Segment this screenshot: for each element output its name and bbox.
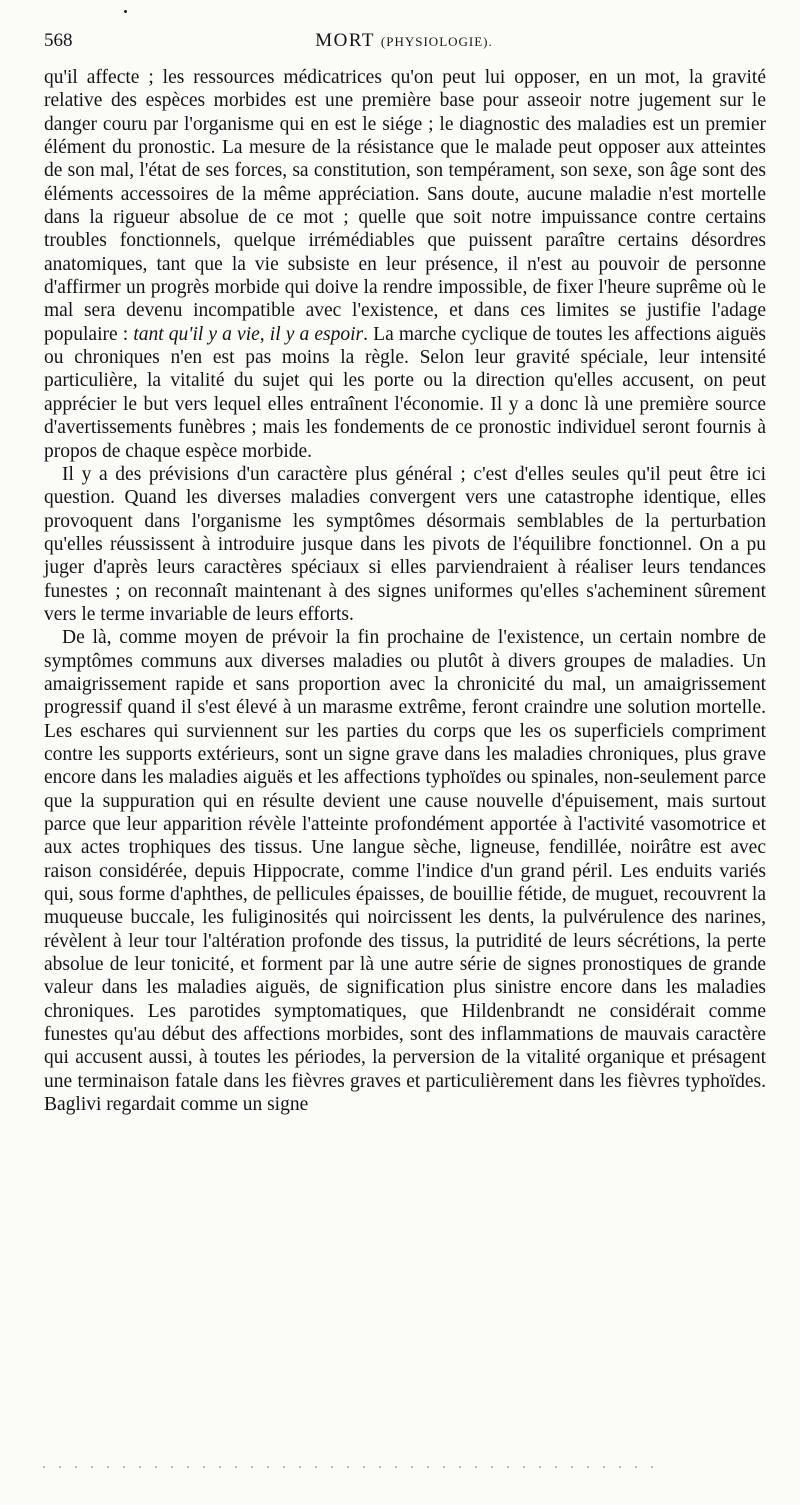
running-title-main: MORT	[315, 30, 375, 51]
running-title	[44, 30, 764, 52]
paragraph-1	[44, 66, 766, 463]
paragraph-1-italic-quote: tant qu'il y a vie, il y a espoir	[133, 323, 364, 345]
page-header	[44, 30, 764, 60]
paragraph-3: De là, comme moyen de prévoir la fin prochaine de l'existence, un certain nombre de symptômes communs aux diverses maladies ou plutôt à divers groupes de maladies. Un amaigrissement rapide et sans proportion avec la chronicité du mal, un amaigrissement progressif quand il s'est élevé à un marasme extrême, feront craindre une solution mortelle. Les eschares qui surviennent sur les parties du corps que les os superficiels compriment contre les supports extérieurs, sont un signe grave dans les maladies chroniques, plus grave encore dans les maladies aiguës et les affections typhoïdes ou spinales, non-seulement parce que la suppuration qui en résulte devient une cause nouvelle d'épuisement, mais surtout parce que leur apparition révèle l'atteinte profondément apportée à l'activité vasomotrice et aux actes trophiques des tissus. Une langue sèche, ligneuse, fendillée, noirâtre est avec raison considérée, depuis Hippocrate, comme l'indice d'un grand péril. Les enduits variés qui, sous forme d'aphthes, de pellicules épaisses, de bouillie fétide, de muguet, recouvrent la muqueuse buccale, les fuliginosités qui noircissent les dents, la pulvérulence des narines, révèlent à leur tour l'altération profonde des tissus, la putridité de leurs sécrétions, la perte absolue de leur tonicité, et forment par là une autre série de signes pronostiques de grande valeur dans les maladies aiguës, de signification plus sinistre encore dans les maladies chroniques. Les parotides symptomatiques, que Hildenbrandt ne considérait comme funestes qu'au début des affections morbides, sont des inflammations de mauvais caractère qui accusent aussi, à toutes les périodes, la perversion de la vitalité organique et présagent une terminaison fatale dans les fièvres graves et particulièrement dans les fièvres typhoïdes. Baglivi regardait comme un signe	[44, 627, 766, 1116]
paragraph-1-text: qu'il affecte ; les ressources médicatrices qu'on peut lui opposer, en un mot, la gravité relative des espèces morbides est une première base pour asseoir notre jugement sur le danger couru par l'organisme qui en est le siége ; le diagnostic des maladies est un premier élément du pronostic. La mesure de la résistance que le malade peut opposer aux atteintes de son mal, l'état de ses forces, sa constitution, son tempérament, son sexe, son âge sont des éléments accessoires de la même appréciation. Sans doute, aucune maladie n'est mortelle dans la rigueur absolue de ce mot ; quelle que soit notre impuissance contre certains troubles fonctionnels, quelque irrémédiables que puissent paraître certains désordres anatomiques, tant que la vie subsiste en leur présence, il n'est au pouvoir de personne d'affirmer un progrès morbide qui doive la rendre impossible, de fixer l'heure suprême où le mal sera devenu incompatible avec l'existence, et dans ces limites se justifie l'adage populaire :	[44, 67, 766, 345]
paragraph-1-end: . La marche cyclique de toutes les affections aiguës ou chroniques n'en est pas moins la règle. Selon leur gravité spéciale, leur intensité particulière, la vitalité du sujet qui les porte ou la direction qu'elles accusent, on peut apprécier le but vers lequel elles entraînent l'économie. Il y a donc là une première source d'avertissements funèbres ; mais les fondements de ce pronostic individuel seront fournis à propos de chaque espèce morbide.	[44, 323, 767, 462]
ink-speck	[124, 10, 127, 13]
scan-noise	[36, 1466, 656, 1468]
paragraph-2: Il y a des prévisions d'un caractère plus général ; c'est d'elles seules qu'il peut être ici question. Quand les diverses maladies convergent vers une catastrophe identique, elles provoquent dans l'organisme les symptômes désormais semblables de la perturbation qu'elles réussissent à introduire jusque dans les pivots de l'équilibre fonctionnel. On a pu juger d'après leurs caractères spéciaux si elles parviendraient à réaliser leurs tendances funestes ; on reconnaît maintenant à des signes uniformes qu'elles s'acheminent sûrement vers le terme invariable de leurs efforts.	[44, 463, 766, 625]
running-title-subtitle: (PHYSIOLOGIE).	[380, 34, 493, 49]
body-text	[44, 66, 766, 1116]
page-number: 568	[44, 30, 73, 51]
